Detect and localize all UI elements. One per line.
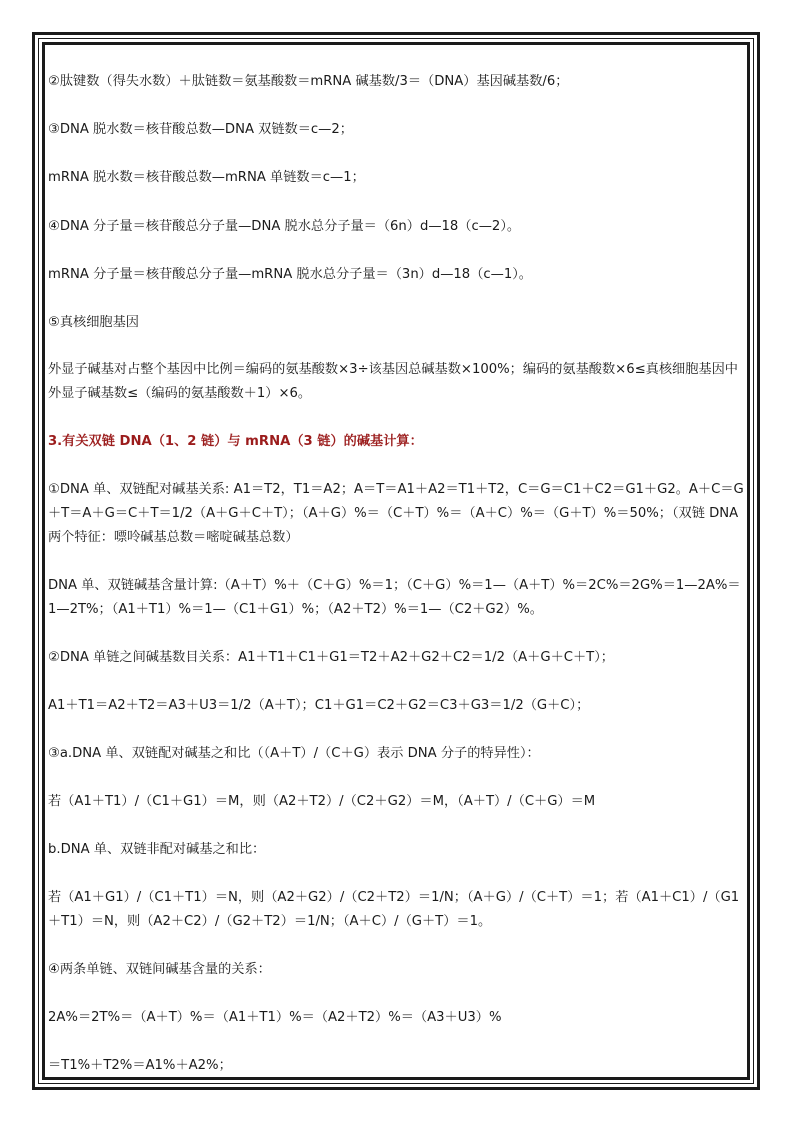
paragraph-exon-ratio: 外显子碱基对占整个基因中比例＝编码的氨基酸数×3÷该基因总碱基数×100%；编码的氨基酸数×6≤真核细胞基因中外显子碱基数≤（编码的氨基酸数＋1）×6。 bbox=[48, 362, 738, 401]
subheading-strand-content: ④两条单链、双链间碱基含量的关系： bbox=[48, 962, 271, 977]
subheading-unpaired-ratio: b.DNA 单、双链非配对碱基之和比： bbox=[48, 842, 266, 857]
formula-dna-molecular-weight: ④DNA 分子量＝核苷酸总分子量—DNA 脱水总分子量＝（6n）d—18（c—2）。 bbox=[48, 219, 521, 234]
formula-strand-equalities: A1＋T1＝A2＋T2＝A3＋U3＝1/2（A＋T）；C1＋G1＝C2＋G2＝C3＋G3＝1/2（G＋C）； bbox=[48, 698, 590, 713]
formula-strand-content-1: 2A%＝2T%＝（A＋T）%＝（A1＋T1）%＝（A2＋T2）%＝（A3＋U3）% bbox=[48, 1010, 502, 1025]
formula-mrna-molecular-weight: mRNA 分子量＝核苷酸总分子量—mRNA 脱水总分子量＝（3n）d—18（c—1）。 bbox=[48, 267, 532, 282]
paragraph-base-content-calculation: DNA 单、双链碱基含量计算:（A＋T）%＋（C＋G）%＝1；（C＋G）%＝1—（A＋T）%＝2C%＝2G%＝1—2A%＝1—2T%；（A1＋T1）%＝1—（C1＋G1）%；（A2＋T2）%＝1—（C2＋G2）%。 bbox=[48, 578, 741, 617]
formula-mrna-dehydration: mRNA 脱水数＝核苷酸总数—mRNA 单链数＝c—1； bbox=[48, 170, 365, 185]
section-heading-base-calculation: 3.有关双链 DNA（1、2 链）与 mRNA（3 链）的碱基计算： bbox=[48, 434, 423, 449]
formula-peptide-bonds: ②肽键数（得失水数）＋肽链数＝氨基酸数＝mRNA 碱基数/3＝（DNA）基因碱基数/6； bbox=[48, 74, 569, 89]
formula-dna-dehydration: ③DNA 脱水数＝核苷酸总数—DNA 双链数＝c—2； bbox=[48, 122, 353, 137]
paragraph-base-pairing-relations: ①DNA 单、双链配对碱基关系: A1＝T2，T1＝A2；A＝T＝A1＋A2＝T1＋T2，C＝G＝C1＋C2＝G1＋G2。A＋C＝G＋T＝A＋G＝C＋T＝1/2（A＋G＋C＋T）；（A＋G）%＝（C＋T）%＝（A＋C）%＝（G＋T）%＝50%；（双链 DNA 两个特征：嘌呤碱基总数＝嘧啶碱基总数） bbox=[48, 482, 744, 545]
paragraph-unpaired-ratio-n: 若（A1＋G1）/（C1＋T1）＝N，则（A2＋G2）/（C2＋T2）＝1/N；（A＋G）/（C＋T）＝1；若（A1＋C1）/（G1＋T1）＝N，则（A2＋C2）/（G2＋T2）＝1/N；（A＋C）/（G＋T）＝1。 bbox=[48, 890, 740, 929]
formula-strand-content-2: ＝T1%＋T2%＝A1%＋A2%； bbox=[48, 1058, 232, 1073]
subheading-eukaryotic-gene: ⑤真核细胞基因 bbox=[48, 315, 139, 330]
formula-paired-ratio-m: 若（A1＋T1）/（C1＋G1）＝M，则（A2＋T2）/（C2＋G2）＝M，（A＋T）/（C＋G）＝M bbox=[48, 794, 596, 809]
subheading-paired-ratio: ③a.DNA 单、双链配对碱基之和比（（A＋T）/（C＋G）表示 DNA 分子的特异性）： bbox=[48, 746, 540, 761]
formula-single-strand-counts: ②DNA 单链之间碱基数目关系：A1＋T1＋C1＋G1＝T2＋A2＋G2＋C2＝1/2（A＋G＋C＋T）； bbox=[48, 650, 614, 665]
